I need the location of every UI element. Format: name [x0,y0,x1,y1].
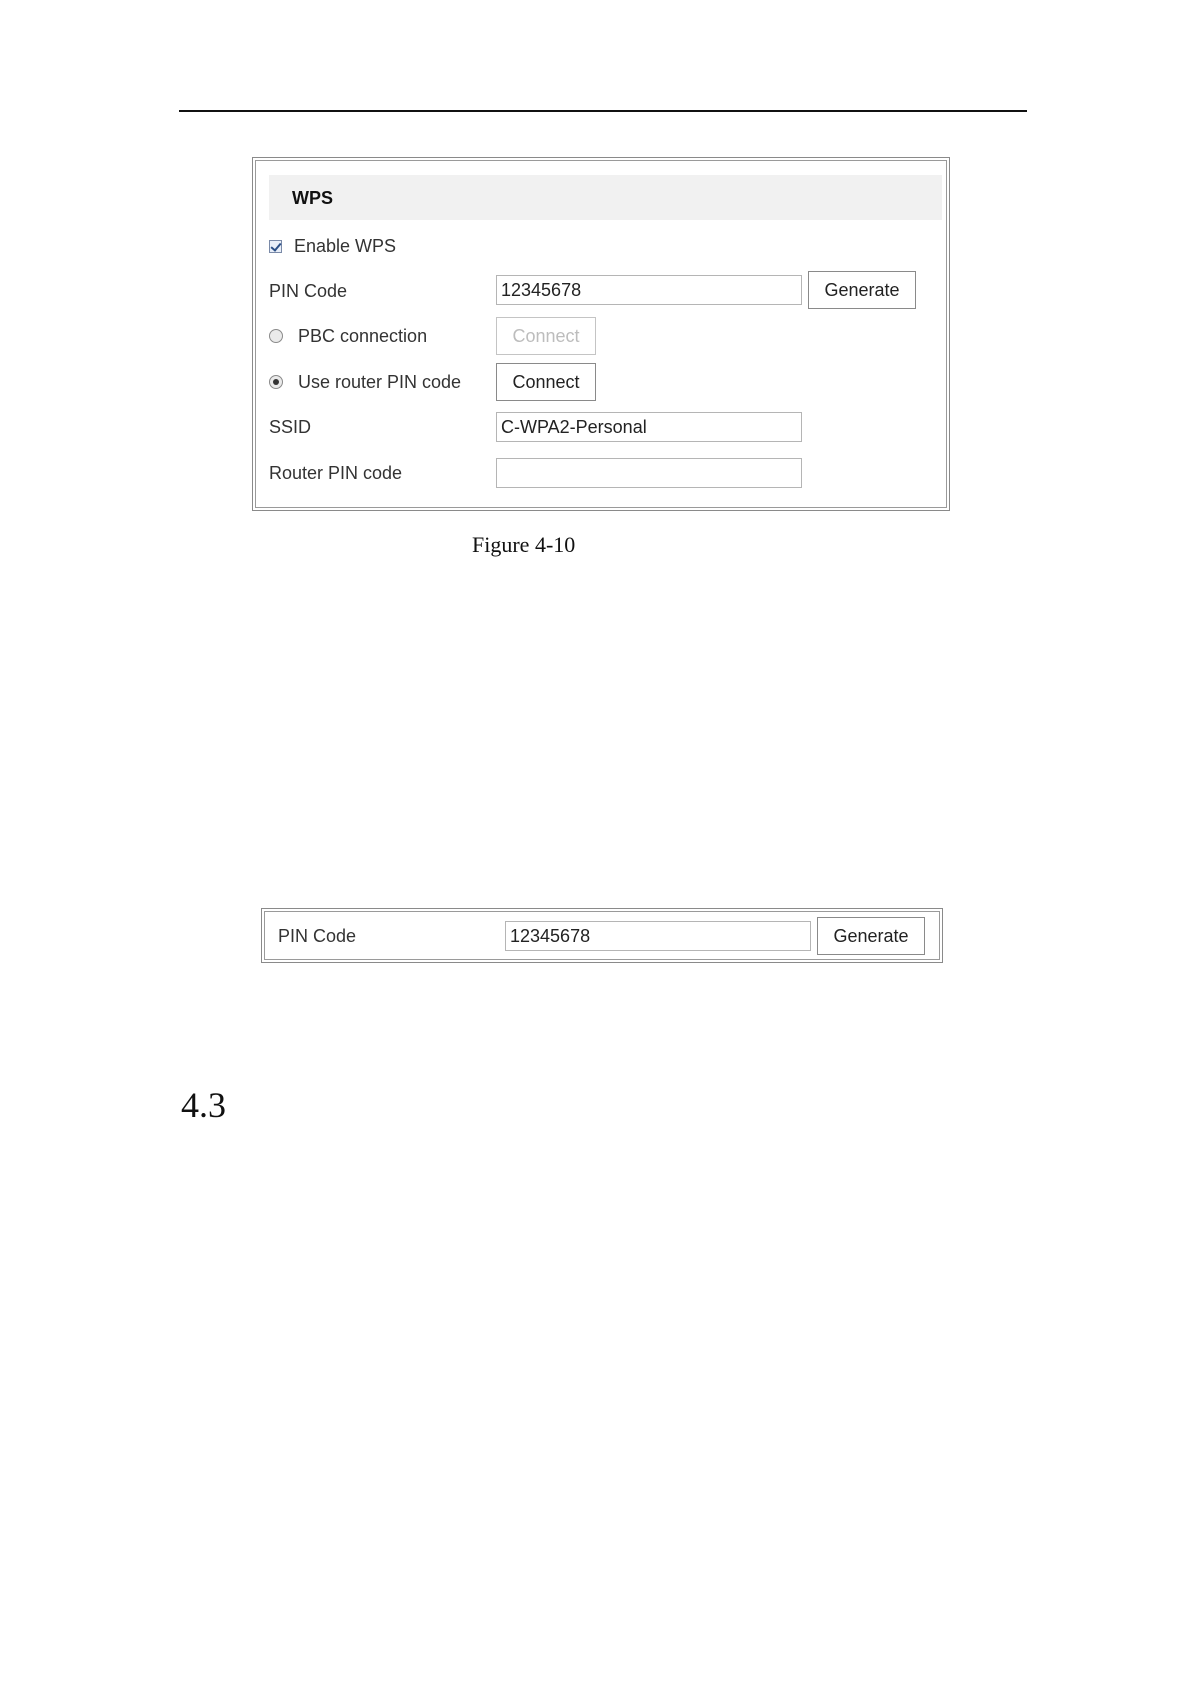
router-pin-radio[interactable] [269,375,283,389]
pbc-connection-radio[interactable] [269,329,283,343]
pbc-connection-row[interactable] [269,321,427,351]
router-pin-connect-button[interactable]: Connect [496,363,596,401]
pin-code-label: PIN Code [269,280,348,301]
ssid-row [269,412,311,442]
pin-code-label-2: PIN Code [278,925,357,946]
enable-wps-checkbox[interactable] [269,240,282,253]
ssid-input[interactable] [496,412,802,442]
generate-button[interactable]: Generate [808,271,916,309]
pbc-connect-button[interactable]: Connect [496,317,596,355]
generate-button-2[interactable]: Generate [817,917,925,955]
enable-wps-label: Enable WPS [294,235,397,256]
figure-caption: Figure 4-10 [472,532,576,557]
pin-code-row-2 [278,921,356,951]
section-number: 4.3 [181,1085,226,1125]
wps-title-bar [269,175,942,220]
wps-title: WPS [292,188,334,208]
header-rule [179,110,1027,112]
pin-code-input-2[interactable] [505,921,811,951]
router-pin-code-input[interactable] [496,458,802,488]
router-pin-code-row [269,458,402,488]
router-pin-code-label: Router PIN code [269,462,403,483]
pin-code-panel [261,908,943,963]
ssid-label: SSID [269,416,312,437]
pbc-connection-label: PBC connection [298,325,428,346]
wps-settings-panel [252,157,950,511]
enable-wps-row[interactable] [269,231,396,261]
pin-code-row [269,276,347,306]
pin-code-input[interactable] [496,275,802,305]
router-pin-label: Use router PIN code [298,371,462,392]
router-pin-row[interactable] [269,367,461,397]
